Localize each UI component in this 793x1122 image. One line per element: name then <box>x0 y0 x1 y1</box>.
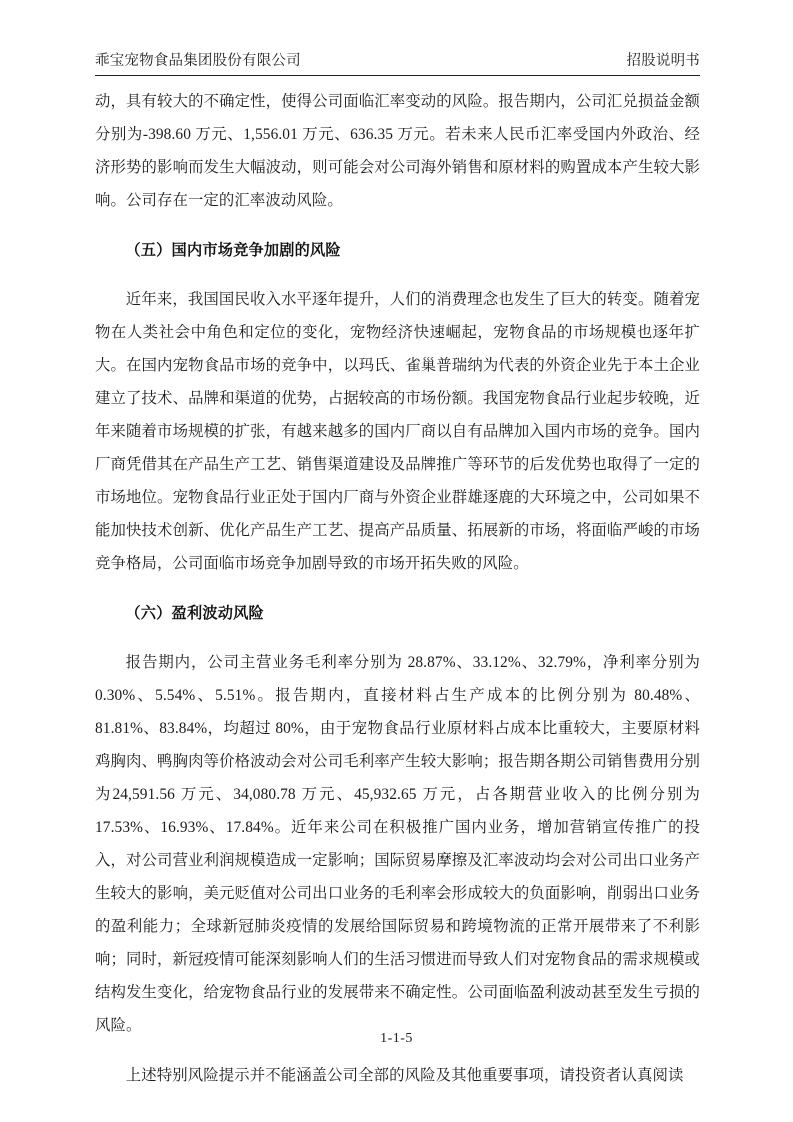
spacer <box>95 630 700 646</box>
spacer <box>95 267 700 283</box>
paragraph-profit-fluctuation-risk: 报告期内，公司主营业务毛利率分别为 28.87%、33.12%、32.79%，净利率分别为0.30%、5.54%、5.51%。报告期内，直接材料占生产成本的比例分别为 80.48%、81.81%、83.84%，均超过 80%，由于宠物食品行业原材料占成本比重较大，主要原材料鸡胸肉、鸭胸肉等价格波动会对公司毛利率产生较大影响；报告期各期公司销售费用分别为24,591.56 万元、34,080.78 万元、45,932.65 万元，占各期营业收入的比例分别为 17.53%、16.93%、17.84%。近年来公司在积极推广国内业务，增加营销宣传推广的投入，对公司营业利润规模造成一定影响；国际贸易摩擦及汇率波动均会对公司出口业务产生较大的影响，美元贬值对公司出口业务的毛利率会形成较大的负面影响，削弱出口业务的盈利能力；全球新冠肺炎疫情的发展给国际贸易和跨境物流的正常开展带来了不利影响；同时，新冠疫情可能深刻影响人们的生活习惯进而导致人们对宠物食品的需求规模或结构发生变化，给宠物食品行业的发展带来不确定性。公司面临盈利波动甚至发生亏损的风险。 <box>95 654 700 1035</box>
page-number-footer: 1-1-5 <box>380 1031 413 1046</box>
spacer <box>95 580 700 597</box>
heading-section-six: （六）盈利波动风险 <box>125 604 264 623</box>
spacer <box>95 217 700 234</box>
page-content <box>95 50 700 1092</box>
paragraph-exchange-rate-risk-continued: 动，具有较大的不确定性，使得公司面临汇率变动的风险。报告期内，公司汇兑损益金额分别为-398.60 万元、1,556.01 万元、636.35 万元。若未来人民币汇率受国内外政治、经济形势的影响而发生大幅波动，则可能会对公司海外销售和原材料的购置成本产生较大影响。公司存在一定的汇率波动风险。 <box>95 93 700 210</box>
header-document-type: 招股说明书 <box>626 53 700 69</box>
heading-section-five: （五）国内市场竞争加剧的风险 <box>125 241 341 260</box>
body-text-block <box>95 76 700 1092</box>
paragraph-closing-notice: 上述特别风险提示并不能涵盖公司全部的风险及其他重要事项，请投资者认真阅读 <box>125 1067 684 1085</box>
running-header <box>95 50 700 76</box>
header-company-name: 乖宝宠物食品集团股份有限公司 <box>95 53 301 69</box>
paragraph-domestic-market-competition: 近年来，我国国民收入水平逐年提升，人们的消费理念也发生了巨大的转变。随着宠物在人类社会中角色和定位的变化，宠物经济快速崛起，宠物食品的市场规模也逐年扩大。在国内宠物食品市场的竞争中，以玛氏、雀巢普瑞纳为代表的外资企业先于本土企业建立了技术、品牌和渠道的优势，占据较高的市场份额。我国宠物食品行业起步较晚，近年来随着市场规模的扩张，有越来越多的国内厂商以自有品牌加入国内市场的竞争。国内厂商凭借其在产品生产工艺、销售渠道建设及品牌推广等环节的后发优势也取得了一定的市场地位。宠物食品行业正处于国内厂商与外资企业群雄逐鹿的大环境之中，公司如果不能加快技术创新、优化产品生产工艺、提高产品质量、拓展新的市场，将面临严峻的市场竞争格局，公司面临市场竞争加剧导致的市场开拓失败的风险。 <box>95 291 700 573</box>
